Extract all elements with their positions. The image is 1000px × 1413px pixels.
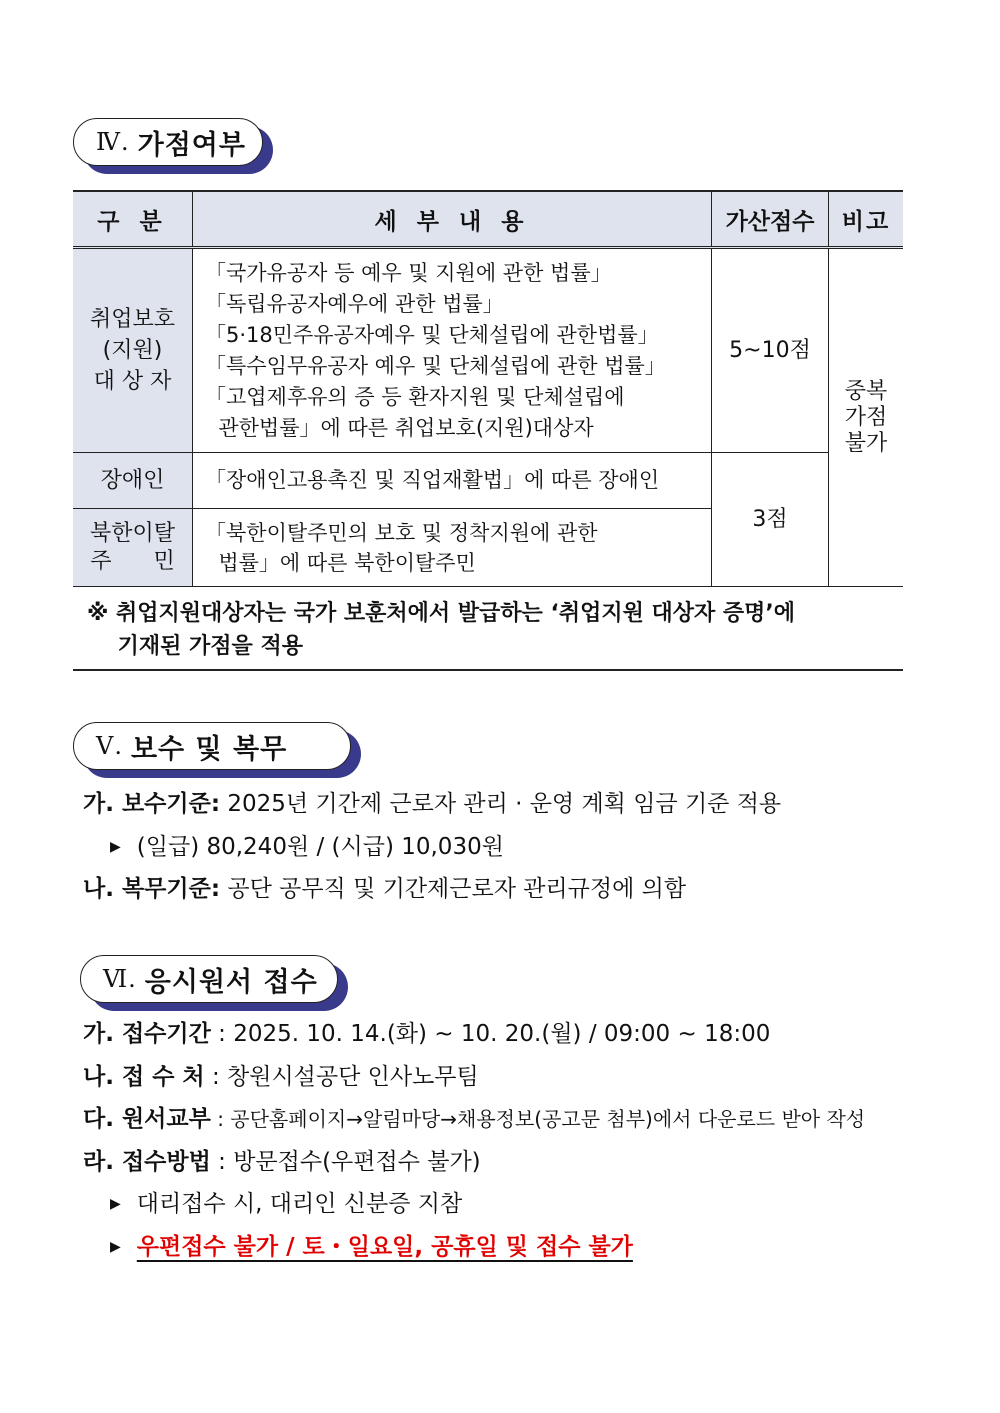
triangle-bullet-icon: ▶ <box>110 839 121 855</box>
application-period-label: 가. 접수기간 <box>83 1021 211 1047</box>
application-method-text: : 방문접수(우편접수 불가) <box>210 1149 481 1175</box>
row-details: 「국가유공자 등 예우 및 지원에 관한 법률」 「독립유공자예우에 관한 법률」 「5·18민주유공자예우 및 단체설립에 관한법률」 「특수임무유공자 예우 및 단체설립에 관한 법률」 「고엽제후유의 증 등 환자지원 및 단체설립에 관한법률」에 따른 취업보호(지원)대상자 <box>193 248 712 453</box>
application-office <box>83 1061 479 1093</box>
application-method-label: 라. 접수방법 <box>83 1149 211 1175</box>
application-method <box>83 1146 481 1178</box>
triangle-bullet-icon: ▶ <box>110 1239 121 1255</box>
section-4-heading <box>73 118 263 166</box>
table-note: ※ 취업지원대상자는 국가 보훈처에서 발급하는 ‘취업지원 대상자 증명’에 기재된 가점을 적용 <box>73 587 903 671</box>
row-category: 장애인 <box>73 453 193 509</box>
section-4-title: 가점여부 <box>137 129 246 161</box>
pay-standard <box>83 788 781 820</box>
bullet-text: 대리접수 시, 대리인 신분증 지참 <box>136 1191 463 1217</box>
bullet-item-warning <box>110 1231 633 1266</box>
section-5-number: Ⅴ. <box>96 732 123 760</box>
pay-standard-text: 2025년 기간제 근로자 관리 · 운영 계획 임금 기준 적용 <box>220 791 782 817</box>
section-4-number: Ⅳ. <box>96 128 130 156</box>
row-score: 5~10점 <box>712 248 829 453</box>
form-distribution-text: : 공단홈페이지→알림마당→채용정보(공고문 첨부)에서 다운로드 받아 작성 <box>210 1107 866 1131</box>
bonus-points-table <box>73 190 903 587</box>
section-5-title: 보수 및 복무 <box>130 733 288 765</box>
triangle-bullet-icon: ▶ <box>110 1196 121 1212</box>
row-details: 「장애인고용촉진 및 직업재활법」에 따른 장애인 <box>193 453 712 509</box>
row-score: 3점 <box>712 453 829 587</box>
application-office-label: 나. 접 수 처 <box>83 1064 205 1090</box>
section-5-heading <box>73 722 351 770</box>
pay-rate-text: (일급) 80,240원 / (시급) 10,030원 <box>136 834 504 860</box>
row-details: 「북한이탈주민의 보호 및 정착지원에 관한 법률」에 따른 북한이탈주민 <box>193 509 712 587</box>
header-remark: 비고 <box>829 191 904 248</box>
section-6-heading <box>80 955 338 1003</box>
pay-rate <box>110 831 504 866</box>
section-6-title: 응시원서 접수 <box>144 966 318 998</box>
service-standard-label: 나. 복무기준: <box>83 876 221 902</box>
warning-text: 우편접수 불가 / 토・일요일, 공휴일 및 접수 불가 <box>136 1234 633 1260</box>
application-period <box>83 1018 770 1050</box>
pay-standard-label: 가. 보수기준: <box>83 791 221 817</box>
table-row <box>73 248 903 453</box>
service-standard <box>83 873 686 905</box>
row-category: 취업보호 (지원) 대 상 자 <box>73 248 193 453</box>
application-period-text: : 2025. 10. 14.(화) ~ 10. 20.(월) / 09:00 ~ 18:00 <box>210 1021 771 1047</box>
header-details: 세 부 내 용 <box>193 191 712 248</box>
service-standard-text: 공단 공무직 및 기간제근로자 관리규정에 의함 <box>220 876 687 902</box>
application-office-text: : 창원시설공단 인사노무팀 <box>204 1064 479 1090</box>
row-remark: 중복 가점 불가 <box>829 248 904 587</box>
form-distribution-label: 다. 원서교부 <box>83 1106 211 1132</box>
header-category: 구 분 <box>73 191 193 248</box>
table-row <box>73 453 903 509</box>
table-header-row <box>73 191 903 248</box>
bullet-item <box>110 1188 462 1223</box>
row-category: 북한이탈 주 민 <box>73 509 193 587</box>
section-6-number: Ⅵ. <box>103 965 137 993</box>
header-score: 가산점수 <box>712 191 829 248</box>
form-distribution <box>83 1103 865 1135</box>
